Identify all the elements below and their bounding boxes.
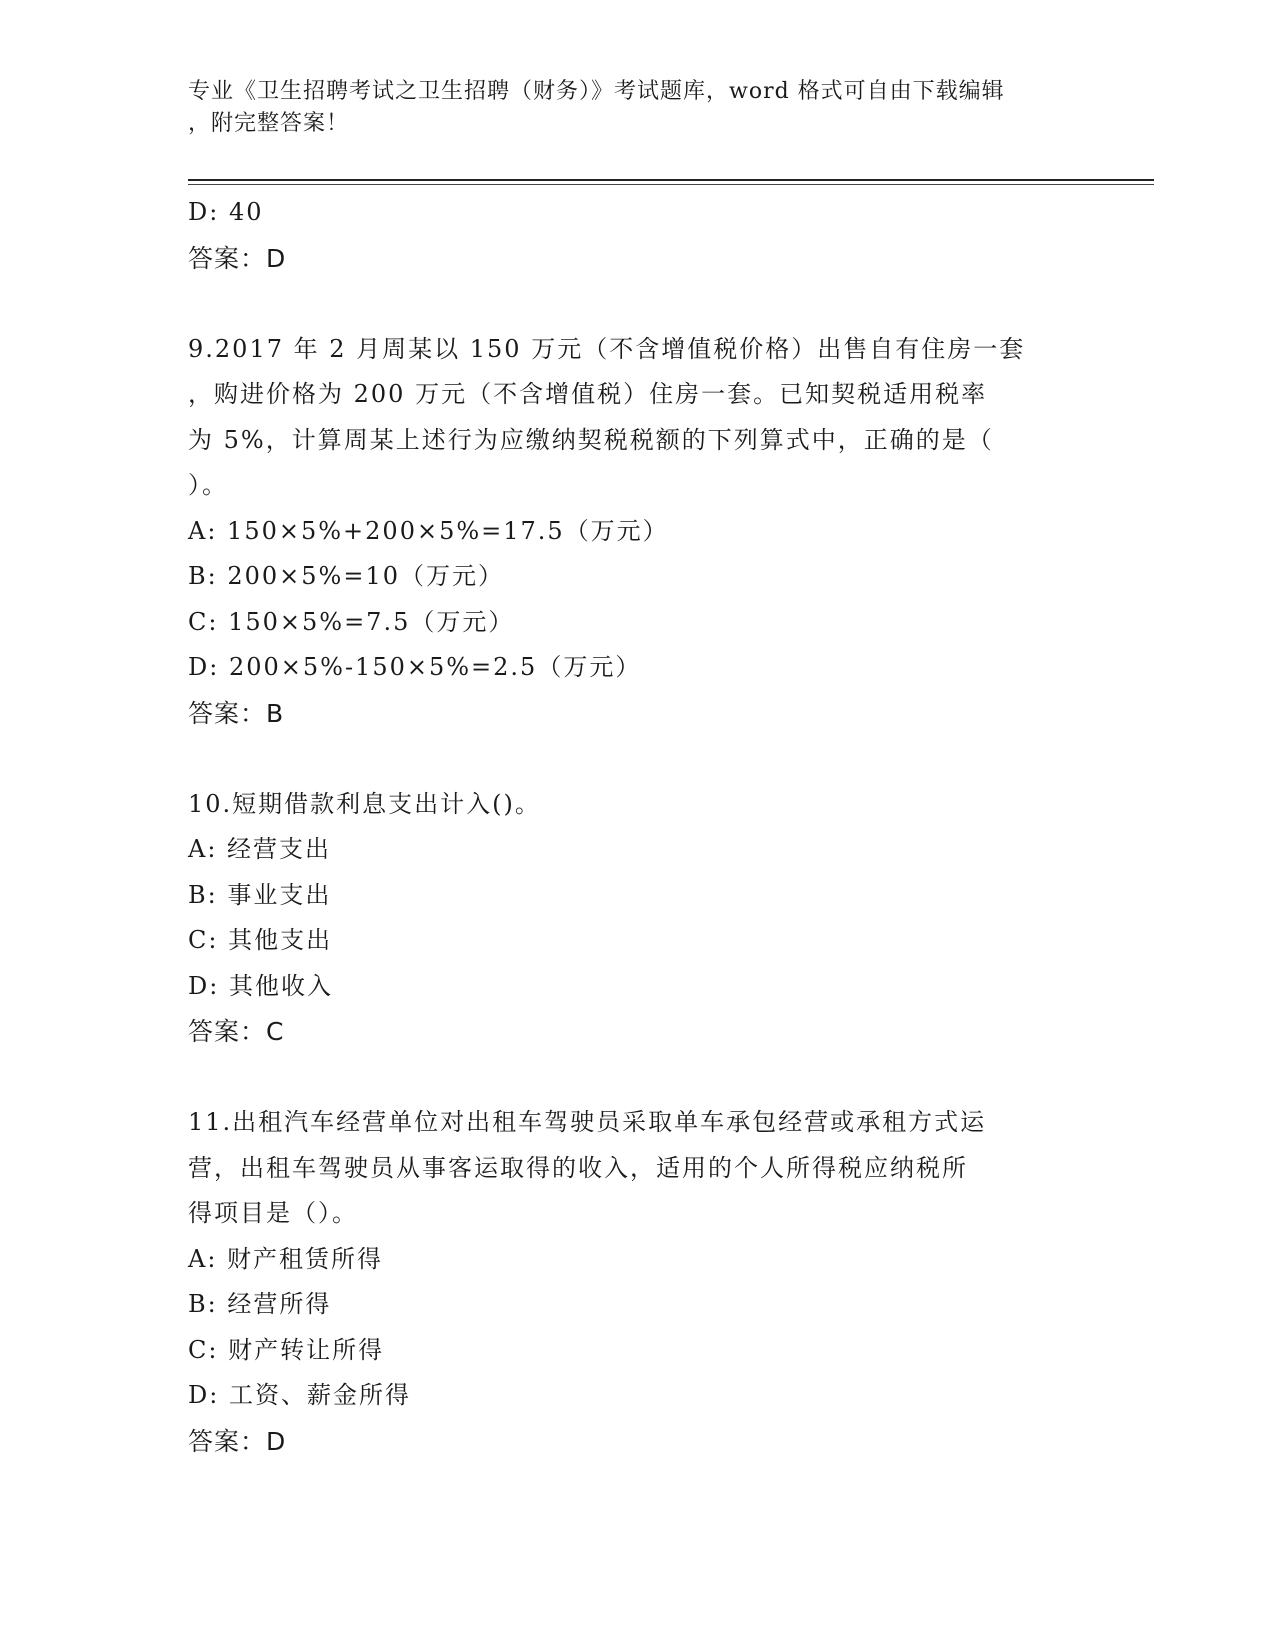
spacer — [188, 736, 1078, 782]
option-c: C: 财产转让所得 — [188, 1335, 385, 1364]
header-divider-thick — [188, 179, 1154, 181]
answer-line: 答案：C — [188, 1017, 285, 1046]
question-text-line: 营，出租车驾驶员从事客运取得的收入，适用的个人所得税应纳税所 — [188, 1153, 968, 1182]
question-text-line: 11.出租汽车经营单位对出租车驾驶员采取单车承包经营或承租方式运 — [188, 1108, 987, 1136]
spacer — [188, 281, 1078, 327]
option-a: A: 150×5%+200×5%=17.5（万元） — [188, 516, 669, 545]
answer-line: 答案：D — [188, 243, 287, 273]
option-a: A: 财产租赁所得 — [188, 1244, 384, 1273]
option-d: D: 40 — [188, 198, 264, 226]
option-d: D: 200×5%-150×5%=2.5（万元） — [188, 653, 642, 681]
option-d: D: 工资、薪金所得 — [188, 1381, 411, 1409]
header-title-line-2: ，附完整答案！ — [188, 111, 350, 136]
header-divider-thin — [188, 184, 1154, 185]
option-a: A: 经营支出 — [188, 835, 332, 863]
question-text-line: 为 5%，计算周某上述行为应缴纳契税税额的下列算式中，正确的是（ — [188, 425, 994, 454]
answer-line: 答案：B — [188, 698, 285, 728]
spacer — [188, 1055, 1078, 1101]
question-text-line: 10.短期借款利息支出计入()。 — [188, 789, 541, 818]
option-b: B: 经营所得 — [188, 1290, 332, 1318]
previous-question-tail — [188, 190, 1078, 281]
question-10 — [188, 782, 1078, 1055]
option-c: C: 150×5%=7.5（万元） — [188, 607, 515, 636]
header-title-line-1: 专业《卫生招聘考试之卫生招聘（财务）》考试题库，word 格式可自由下载编辑 — [188, 79, 1005, 104]
question-11 — [188, 1100, 1078, 1464]
option-b: B: 事业支出 — [188, 880, 332, 909]
question-text-line: 得项目是（）。 — [188, 1199, 358, 1227]
page-header — [188, 76, 1068, 140]
question-text-line: ）。 — [188, 471, 228, 499]
answer-line: 答案：D — [188, 1426, 287, 1456]
question-text-line: ，购进价格为 200 万元（不含增值税）住房一套。已知契税适用税率 — [188, 380, 988, 408]
question-text-line: 9.2017 年 2 月周某以 150 万元（不含增值税价格）出售自有住房一套 — [188, 334, 1026, 363]
question-9 — [188, 327, 1078, 737]
question-content — [188, 190, 1078, 1464]
option-b: B: 200×5%=10（万元） — [188, 562, 504, 590]
option-c: C: 其他支出 — [188, 926, 333, 954]
option-d: D: 其他收入 — [188, 971, 333, 1000]
